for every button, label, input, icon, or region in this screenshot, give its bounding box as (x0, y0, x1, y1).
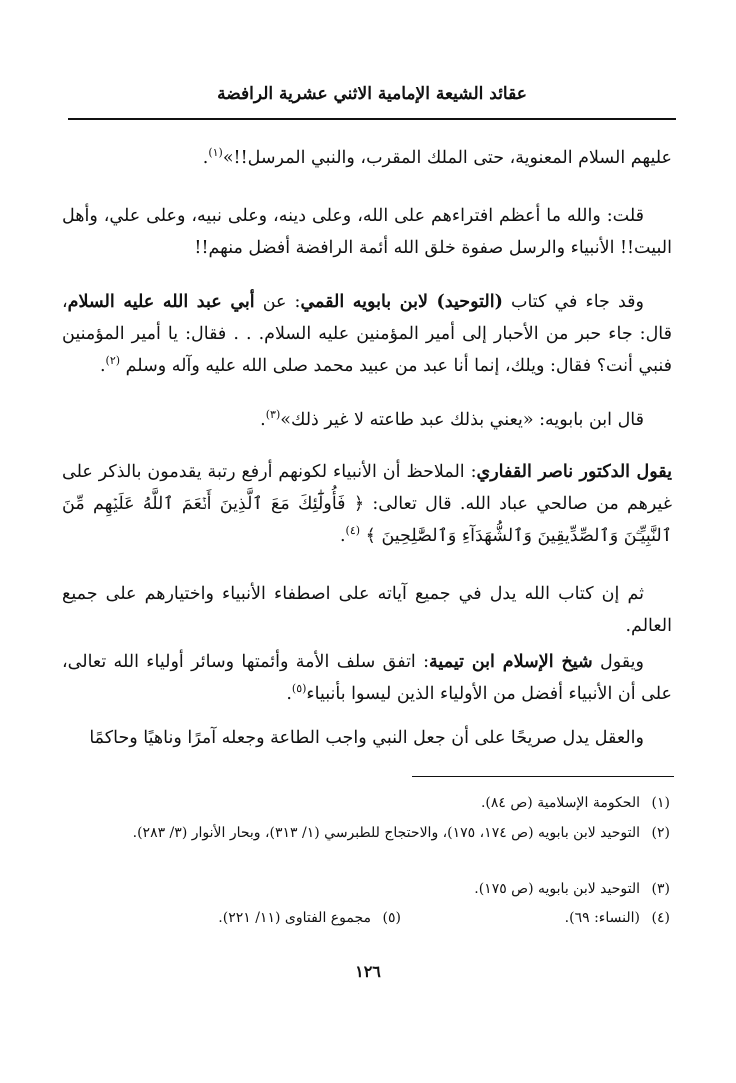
paragraph-4-text: قال ابن بابويه: «يعني بذلك عبد طاعته لا غير ذلك» (280, 410, 644, 430)
footnote-separator (412, 776, 674, 777)
footnote-4-text: (النساء: ٦٩). (564, 910, 640, 926)
footnote-ref-3[interactable]: (٣) (265, 408, 281, 422)
paragraph-8 (62, 722, 672, 754)
footnote-1-text: الحكومة الإسلامية (ص ٨٤). (480, 795, 640, 811)
footnote-2 (60, 820, 670, 847)
footnote-1-number: (١) (651, 795, 670, 811)
paragraph-7-text-b: : اتفق سلف الأمة وأئمتها وسائر أولياء الله تعالى، على أن الأنبياء أفضل من الأولياء الذين ليسوا بأنبياء (62, 652, 672, 704)
footnote-5-number: (٥) (382, 910, 401, 926)
footnote-4-number: (٤) (651, 910, 670, 926)
footnote-5-text: مجموع الفتاوى (١١/ ٢٢١). (218, 910, 371, 926)
paragraph-3-text-a: وقد جاء في كتاب (510, 292, 644, 312)
paragraph-5: يقول الدكتور ناصر القفاري: الملاحظ أن الأنبياء لكونهم أرفع رتبة يقدمون بالذكر على غيرهم من صالحي عباد الله. قال تعالى: ﴿ فَأُولَٰٓئِكَ مَعَ ٱلَّذِينَ أَنۡعَمَ ٱللَّهُ عَلَيۡهِم مِّنَ ٱلنَّبِيِّـۧنَ وَٱلصِّدِّيقِينَ وَٱلشُّهَدَآءِ وَٱلصَّٰلِحِينَ ﴾ $^{(٤)}$. (62, 462, 673, 546)
footnote-4 (440, 905, 670, 932)
paragraph-2 (62, 200, 672, 264)
paragraph-3-text-c: ، قال: جاء حبر من الأحبار إلى أمير المؤمنين عليه السلام. . . فقال: يا أمير المؤمنين فنبي أنت؟ فقال: ويلك، إنما أنا عبد من عبيد محمد صلى الله عليه وآله وسلم (62, 292, 672, 376)
paragraph-7-text-a: ويقول (600, 652, 644, 672)
footnote-1 (60, 790, 670, 817)
running-header: عقائد الشيعة الإمامية الاثني عشرية الرافضة (217, 84, 527, 104)
footnote-2-number: (٢) (651, 825, 670, 841)
book-title-tawhid: (التوحيد) لابن بابويه القمي (300, 292, 503, 312)
paragraph-6 (62, 578, 672, 642)
footnote-ref-2[interactable]: (٢) (105, 354, 121, 368)
footnote-ref-1[interactable]: (١) (208, 146, 223, 160)
footnote-3 (60, 876, 670, 903)
quran-verse: ﴿ فَأُولَٰٓئِكَ مَعَ ٱلَّذِينَ أَنۡعَمَ ٱللَّهُ عَلَيۡهِم مِّنَ ٱلنَّبِيِّـۧنَ وَٱلصِّدِّيقِينَ وَٱلشُّهَدَآءِ وَٱلصَّٰلِحِينَ ﴾ (62, 494, 672, 546)
header-rule (68, 118, 676, 120)
narrator-name: أبي عبد الله عليه السلام (67, 292, 255, 312)
footnote-2-text: التوحيد لابن بابويه (ص ١٧٤، ١٧٥)، والاحتجاج للطبرسي (١/ ٣١٣)، وبحار الأنوار (٣/ ٢٨٣). (132, 825, 640, 841)
paragraph-3: وقد جاء في كتاب (التوحيد) لابن بابويه القمي: عن أبي عبد الله عليه السلام، قال: جاء حبر من الأحبار إلى أمير المؤمنين عليه السلام. . . فقال: يا أمير المؤمنين فنبي أنت؟ فقال: ويلك، إنما أنا عبد من عبيد محمد صلى الله عليه وآله وسلم $^{(٢)}$. (62, 292, 672, 376)
paragraph-5-text: : الملاحظ أن الأنبياء لكونهم أرفع رتبة يقدمون بالذكر على غيرهم من صالحي عباد الله. قال تعالى: (62, 462, 672, 514)
page-number: ١٢٦ (355, 962, 381, 981)
paragraph-4: قال ابن بابويه: «يعني بذلك عبد طاعته لا غير ذلك»$^{(٣)}$. (260, 408, 644, 430)
paragraph-6-text: ثم إن كتاب الله يدل في جميع آياته على اصطفاء الأنبياء واختيارهم على جميع العالم. (62, 584, 672, 636)
paragraph-8-text: والعقل يدل صريحًا على أن جعل النبي واجب الطاعة وجعله آمرًا وناهيًا وحاكمًا (89, 728, 644, 748)
footnote-ref-5[interactable]: (٥) (291, 682, 307, 696)
footnote-3-text: التوحيد لابن بابويه (ص ١٧٥). (474, 881, 640, 897)
author-name-qaffari: يقول الدكتور ناصر القفاري (476, 462, 673, 482)
paragraph-1: عليهم السلام المعنوية، حتى الملك المقرب، والنبي المرسل!!»$^{(١)}$. (202, 146, 672, 168)
paragraph-2-text: قلت: والله ما أعظم افتراءهم على الله، وعلى دينه، وعلى نبيه، وعلى علي، وأهل البيت!! الأنبياء والرسل صفوة خلق الله أئمة الرافضة أفضل منهم!! (62, 206, 672, 258)
footnote-ref-4[interactable]: (٤) (345, 524, 361, 538)
author-name-ibn-taymiyya: شيخ الإسلام ابن تيمية (429, 652, 593, 672)
paragraph-1-text: عليهم السلام المعنوية، حتى الملك المقرب، والنبي المرسل!!» (222, 148, 672, 168)
footnote-3-number: (٣) (651, 881, 670, 897)
paragraph-7: ويقول شيخ الإسلام ابن تيمية: اتفق سلف الأمة وأئمتها وسائر أولياء الله تعالى، على أن الأنبياء أفضل من الأولياء الذين ليسوا بأنبياء$^{(٥)}$. (62, 652, 672, 704)
paragraph-3-text-b: : عن (262, 292, 301, 312)
footnote-5 (101, 905, 401, 932)
